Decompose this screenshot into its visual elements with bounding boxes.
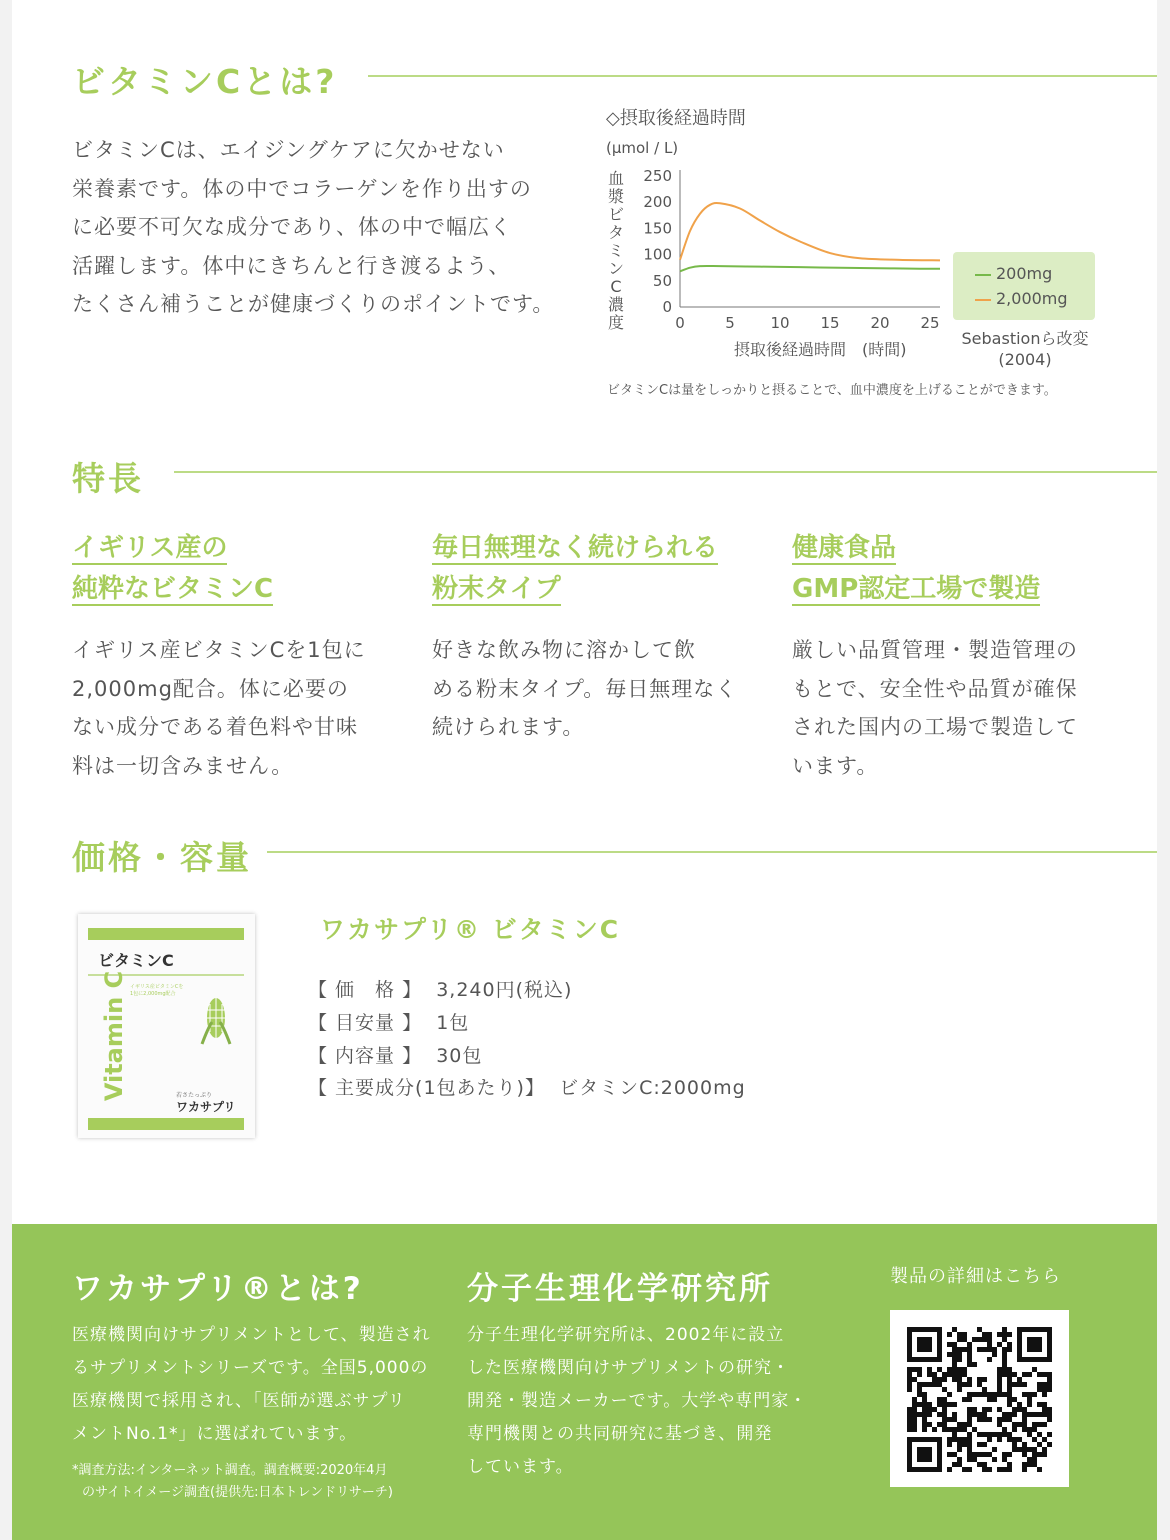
lab-line: 専門機関との共同研究に基づき、開発 — [467, 1424, 773, 1444]
package-note-line: 1包に2,000mg配合 — [130, 991, 176, 997]
y-tick-label: 100 — [643, 245, 672, 264]
feature-title-line: 健康食品 — [792, 533, 897, 563]
vitc-section-title: ビタミンCとは? — [72, 62, 338, 101]
feature-title — [72, 528, 412, 610]
chart-source-line: Sebastionら改変 — [961, 329, 1089, 348]
legend-label: 200mg — [996, 264, 1053, 283]
section-rule — [368, 75, 1157, 77]
feature-title — [792, 528, 1132, 610]
spec-row — [308, 1041, 482, 1068]
feature-body-line: 続けられます。 — [432, 715, 585, 739]
feature-title-line: GMP認定工場で製造 — [792, 574, 1041, 604]
vitc-body-line: に必要不可欠な成分であり、体の中で幅広く — [72, 215, 512, 239]
feature-body-line: イギリス産ビタミンCを1包に — [72, 638, 366, 662]
survey-note-line: *調査方法:インターネット調査。調査概要:2020年4月 — [72, 1463, 388, 1478]
chart-ylabel: 血漿ビタミンC濃度 — [607, 169, 624, 332]
vitc-body — [72, 131, 572, 324]
lab-line: した医療機関向けサプリメントの研究・ — [467, 1358, 790, 1378]
feature-body-line: 厳しい品質管理・製造管理の — [792, 638, 1078, 662]
feature-body-line: める粉末タイプ。毎日無理なく — [432, 676, 738, 701]
feature-body — [72, 631, 392, 785]
x-tick-label: 15 — [820, 314, 840, 332]
spec-value: ビタミンC:2000mg — [559, 1077, 746, 1099]
feature-body — [792, 631, 1112, 785]
product-package-image — [78, 914, 255, 1138]
chart-title: ◇摂取後経過時間 — [606, 108, 746, 129]
spec-value: 30包 — [436, 1045, 483, 1067]
chart-xlabel: 摂取後経過時間 (時間) — [734, 340, 907, 359]
chart-source-line: (2004) — [998, 350, 1052, 369]
feature-body-line: 好きな飲み物に溶かして飲 — [432, 638, 696, 662]
wakasapuri-line: るサプリメントシリーズです。全国5,000の — [72, 1358, 429, 1378]
package-name: ビタミンC — [98, 951, 174, 970]
y-tick-label: 0 — [662, 298, 672, 316]
wakasapuri-line: 医療機関向けサプリメントとして、製造され — [72, 1325, 431, 1345]
chart-legend — [953, 252, 1095, 320]
feature-title-line: イギリス産の — [72, 533, 228, 563]
y-tick-label: 200 — [643, 193, 672, 212]
wakasapuri-body — [72, 1319, 452, 1451]
x-tick-label: 5 — [725, 314, 735, 332]
feature-title-line: 毎日無理なく続けられる — [432, 533, 719, 563]
qr-code[interactable] — [890, 1310, 1069, 1487]
spec-value: 3,240円(税込) — [436, 979, 573, 1001]
spec-label: 【 内容量 】 — [308, 1045, 423, 1067]
spec-label: 【 主要成分(1包あたり)】 — [308, 1077, 545, 1099]
feature-body-line: された国内の工場で製造して — [792, 715, 1078, 739]
spec-row — [308, 1073, 746, 1100]
x-tick-label: 25 — [920, 314, 940, 332]
feature-title-line: 純粋なビタミンC — [72, 574, 274, 604]
x-tick-label: 20 — [870, 314, 890, 332]
legend-item — [975, 289, 1068, 308]
package-brand: ワカサプリ — [176, 1100, 236, 1114]
wakasapuri-line: 医療機関で採用され、「医師が選ぶサプリ — [72, 1391, 406, 1411]
legend-item — [975, 264, 1052, 283]
feature-body-line: もとで、安全性や品質が確保 — [792, 676, 1078, 701]
package-note — [130, 984, 183, 998]
legend-swatch — [975, 299, 991, 301]
lab-line: 開発・製造メーカーです。大学や専門家・ — [467, 1391, 808, 1411]
chart — [630, 160, 960, 340]
feature-body-line: 料は一切含みません。 — [72, 753, 294, 778]
feature-body-line: います。 — [792, 753, 879, 778]
qr-code-icon — [890, 1310, 1069, 1487]
spec-row — [308, 975, 572, 1002]
section-rule — [174, 471, 1157, 473]
y-tick-label: 250 — [643, 167, 672, 185]
series-line-2,000mg — [680, 203, 940, 260]
wakasapuri-line: メントNo.1*」に選ばれています。 — [72, 1424, 358, 1444]
feature-title — [432, 528, 772, 610]
price-section-title: 価格・容量 — [72, 838, 252, 877]
feature-body — [432, 631, 752, 747]
package-note-line: イギリス産ビタミンCを — [130, 984, 184, 990]
chart-caption: ビタミンCは量をしっかりと摂ることで、血中濃度を上げることができます。 — [607, 383, 1057, 398]
chart-unit: (μmol / L) — [606, 139, 679, 157]
spec-label: 【 目安量 】 — [308, 1012, 423, 1034]
vitc-body-line: 栄養素です。体の中でコラーゲンを作り出すの — [72, 176, 532, 201]
series-line-200mg — [680, 266, 940, 271]
qr-label: 製品の詳細はこちら — [890, 1266, 1061, 1287]
y-tick-label: 50 — [652, 271, 672, 290]
survey-note-line: のサイトイメージ調査(提供先:日本トレンドリサーチ) — [82, 1485, 393, 1500]
lab-title: 分子生理化学研究所 — [467, 1271, 773, 1307]
wakasapuri-title: ワカサプリ®とは? — [72, 1271, 364, 1307]
spec-row — [308, 1008, 469, 1035]
y-tick-label: 150 — [643, 219, 672, 238]
legend-swatch — [975, 274, 991, 276]
spec-label: 【 価 格 】 — [308, 979, 423, 1001]
corn-icon — [196, 992, 236, 1050]
vitc-body-line: たくさん補うことが健康づくりのポイントです。 — [72, 292, 555, 316]
spec-value: 1包 — [436, 1012, 470, 1034]
package-bottom-stripe — [88, 1118, 244, 1130]
features-section-title: 特長 — [72, 459, 144, 498]
package-vertical-text: Vitamin C — [100, 970, 128, 1102]
x-tick-label: 0 — [675, 314, 685, 332]
legend-label: 2,000mg — [996, 289, 1068, 308]
feature-body-line: 2,000mg配合。体に必要の — [72, 676, 349, 701]
feature-body-line: ない成分である着色料や甘味 — [72, 715, 358, 739]
package-brand-small: 若さたっぷり — [176, 1092, 213, 1099]
chart-source — [955, 328, 1095, 370]
lab-line: しています。 — [467, 1457, 574, 1477]
survey-note — [72, 1460, 432, 1504]
vitc-body-line: ビタミンCは、エイジングケアに欠かせない — [72, 138, 505, 162]
lab-line: 分子生理化学研究所は、2002年に設立 — [467, 1325, 785, 1345]
vitc-body-line: 活躍します。体中にきちんと行き渡るよう、 — [72, 253, 511, 278]
product-name: ワカサプリ® ビタミンC — [320, 915, 621, 944]
feature-title-line: 粉末タイプ — [432, 574, 561, 604]
package-top-stripe — [88, 928, 244, 940]
x-tick-label: 10 — [770, 314, 790, 332]
section-rule — [267, 851, 1157, 853]
lab-body — [467, 1319, 827, 1484]
